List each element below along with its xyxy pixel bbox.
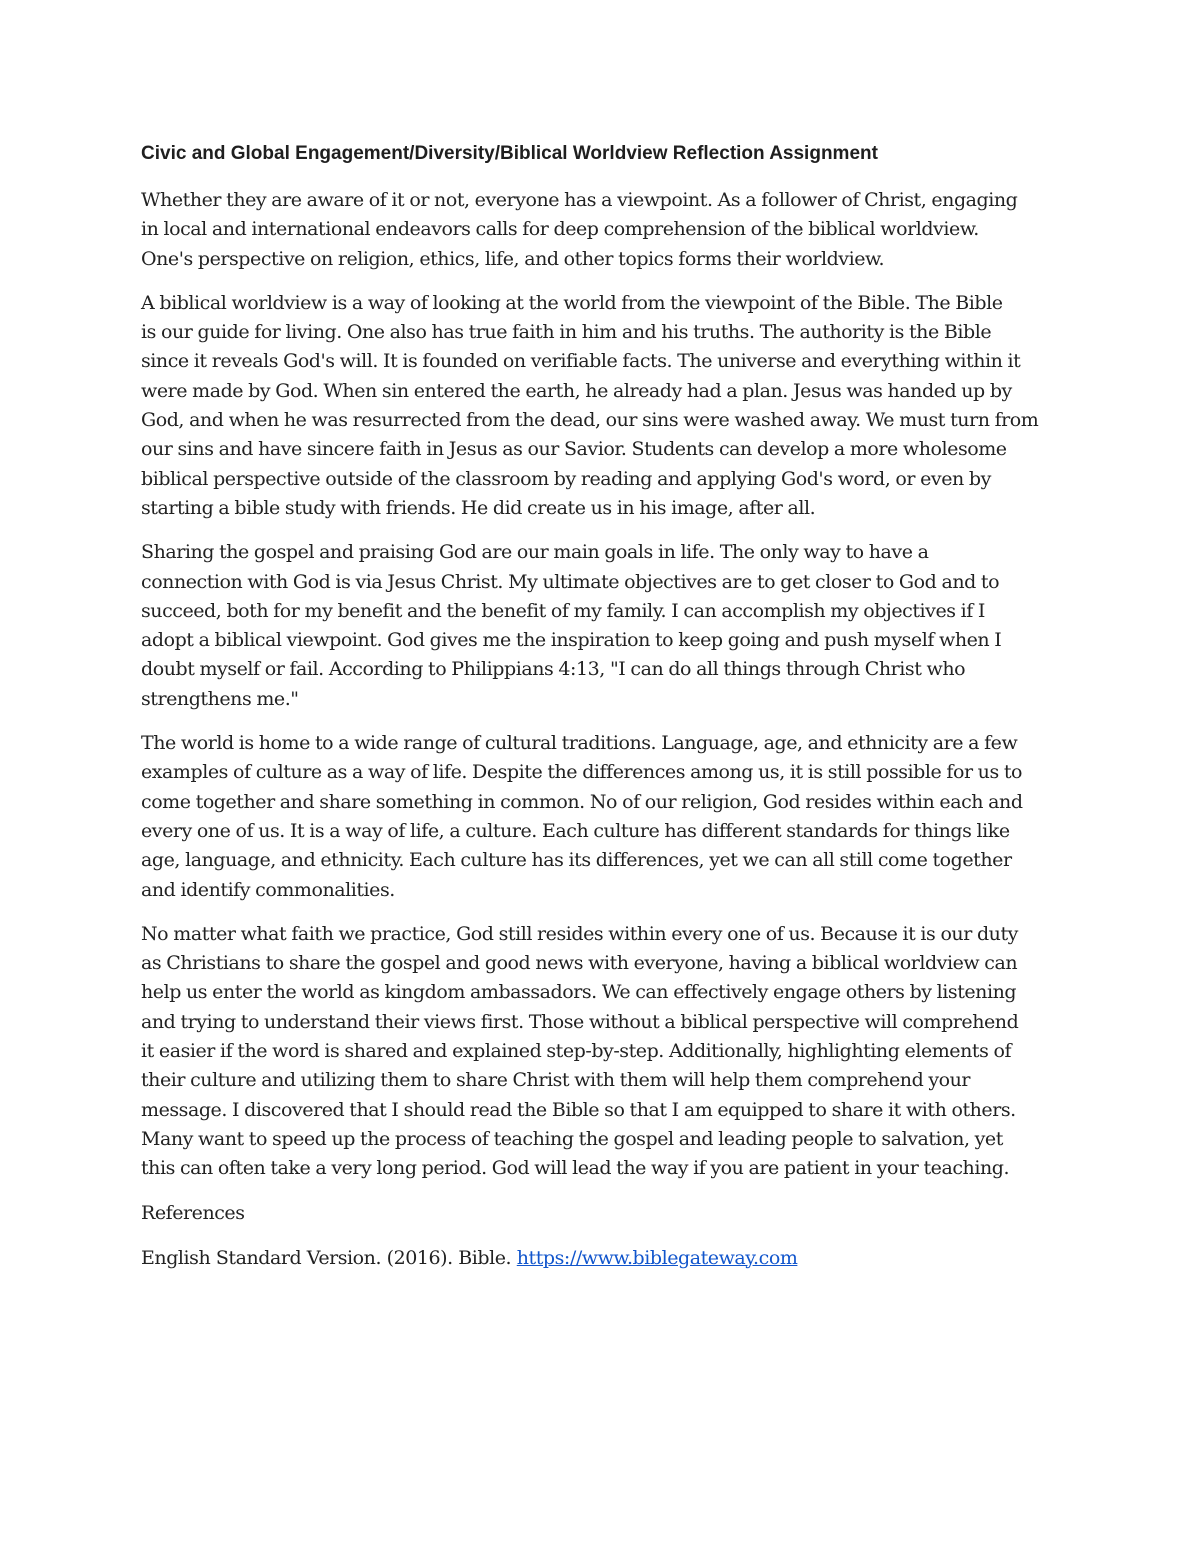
paragraph-line: since it reveals God's will. It is founded on verifiable facts. The universe and everything within it — [141, 350, 1021, 373]
paragraph-line: their culture and utilizing them to share Christ with them will help them comprehend your — [141, 1069, 971, 1092]
body-paragraph — [141, 920, 1066, 1184]
paragraph-line: A biblical worldview is a way of looking at the world from the viewpoint of the Bible. The Bible — [141, 291, 1003, 314]
body-paragraph — [141, 538, 1066, 714]
paragraph-line: The world is home to a wide range of cultural traditions. Language, age, and ethnicity are a few — [141, 732, 1018, 755]
paragraph-line: were made by God. When sin entered the earth, he already had a plan. Jesus was handed up by — [141, 379, 1012, 402]
paragraph-line: is our guide for living. One also has true faith in him and his truths. The authority is the Bible — [141, 321, 992, 344]
citation-entry — [141, 1244, 1066, 1273]
citation-text: English Standard Version. (2016). Bible. — [141, 1246, 517, 1269]
body-paragraph — [141, 289, 1066, 523]
citation-link[interactable]: https://www.biblegateway.com — [516, 1246, 798, 1269]
paragraph-line: adopt a biblical viewpoint. God gives me the inspiration to keep going and push myself when I — [141, 629, 1002, 652]
paragraph-line: God, and when he was resurrected from the dead, our sins were washed away. We must turn from — [141, 409, 1039, 432]
paragraph-line: our sins and have sincere faith in Jesus as our Savior. Students can develop a more wholesome — [141, 438, 1007, 461]
paragraph-line: as Christians to share the gospel and good news with everyone, having a biblical worldview can — [141, 952, 1018, 975]
body-paragraph — [141, 186, 1066, 274]
paragraph-line: Many want to speed up the process of teaching the gospel and leading people to salvation, yet — [141, 1127, 1003, 1150]
paragraph-line: succeed, both for my benefit and the benefit of my family. I can accomplish my objectives if I — [141, 599, 985, 622]
paragraphs-container — [141, 186, 1066, 1184]
paragraph-line: doubt myself or fail. According to Philippians 4:13, "I can do all things through Christ who — [141, 658, 966, 681]
paragraph-line: Sharing the gospel and praising God are our main goals in life. The only way to have a — [141, 541, 929, 564]
paragraph-line: No matter what faith we practice, God still resides within every one of us. Because it is our duty — [141, 922, 1018, 945]
paragraph-line: this can often take a very long period. God will lead the way if you are patient in your teaching. — [141, 1157, 1010, 1180]
paragraph-line: in local and international endeavors calls for deep comprehension of the biblical worldview. — [141, 218, 979, 241]
paragraph-line: age, language, and ethnicity. Each culture has its differences, yet we can all still come together — [141, 849, 1012, 872]
paragraph-line: connection with God is via Jesus Christ. My ultimate objectives are to get closer to God and to — [141, 570, 1000, 593]
paragraph-line: help us enter the world as kingdom ambassadors. We can effectively engage others by listening — [141, 981, 1017, 1004]
paragraph-line: starting a bible study with friends. He did create us in his image, after all. — [141, 496, 816, 519]
paragraph-line: Whether they are aware of it or not, everyone has a viewpoint. As a follower of Christ, engaging — [141, 189, 1018, 211]
paragraph-line: One's perspective on religion, ethics, life, and other topics forms their worldview. — [141, 247, 885, 270]
paragraph-line: examples of culture as a way of life. Despite the differences among us, it is still possible for us to — [141, 761, 1023, 784]
references-heading: References — [141, 1201, 245, 1224]
paragraph-line: and identify commonalities. — [141, 878, 395, 901]
paragraph-line: message. I discovered that I should read the Bible so that I am equipped to share it with others. — [141, 1098, 1016, 1121]
document-body — [141, 140, 1066, 1273]
document-title: Civic and Global Engagement/Diversity/Biblical Worldview Reflection Assignment — [141, 143, 878, 164]
paragraph-line: it easier if the word is shared and explained step-by-step. Additionally, highlighting elements of — [141, 1040, 1012, 1063]
paragraph-line: every one of us. It is a way of life, a culture. Each culture has different standards for things like — [141, 819, 1010, 842]
body-paragraph — [141, 729, 1066, 905]
paragraph-line: biblical perspective outside of the classroom by reading and applying God's word, or even by — [141, 467, 991, 490]
paragraph-line: and trying to understand their views first. Those without a biblical perspective will comprehend — [141, 1010, 1019, 1033]
paragraph-line: come together and share something in common. No of our religion, God resides within each and — [141, 790, 1023, 813]
paragraph-line: strengthens me." — [141, 687, 299, 710]
